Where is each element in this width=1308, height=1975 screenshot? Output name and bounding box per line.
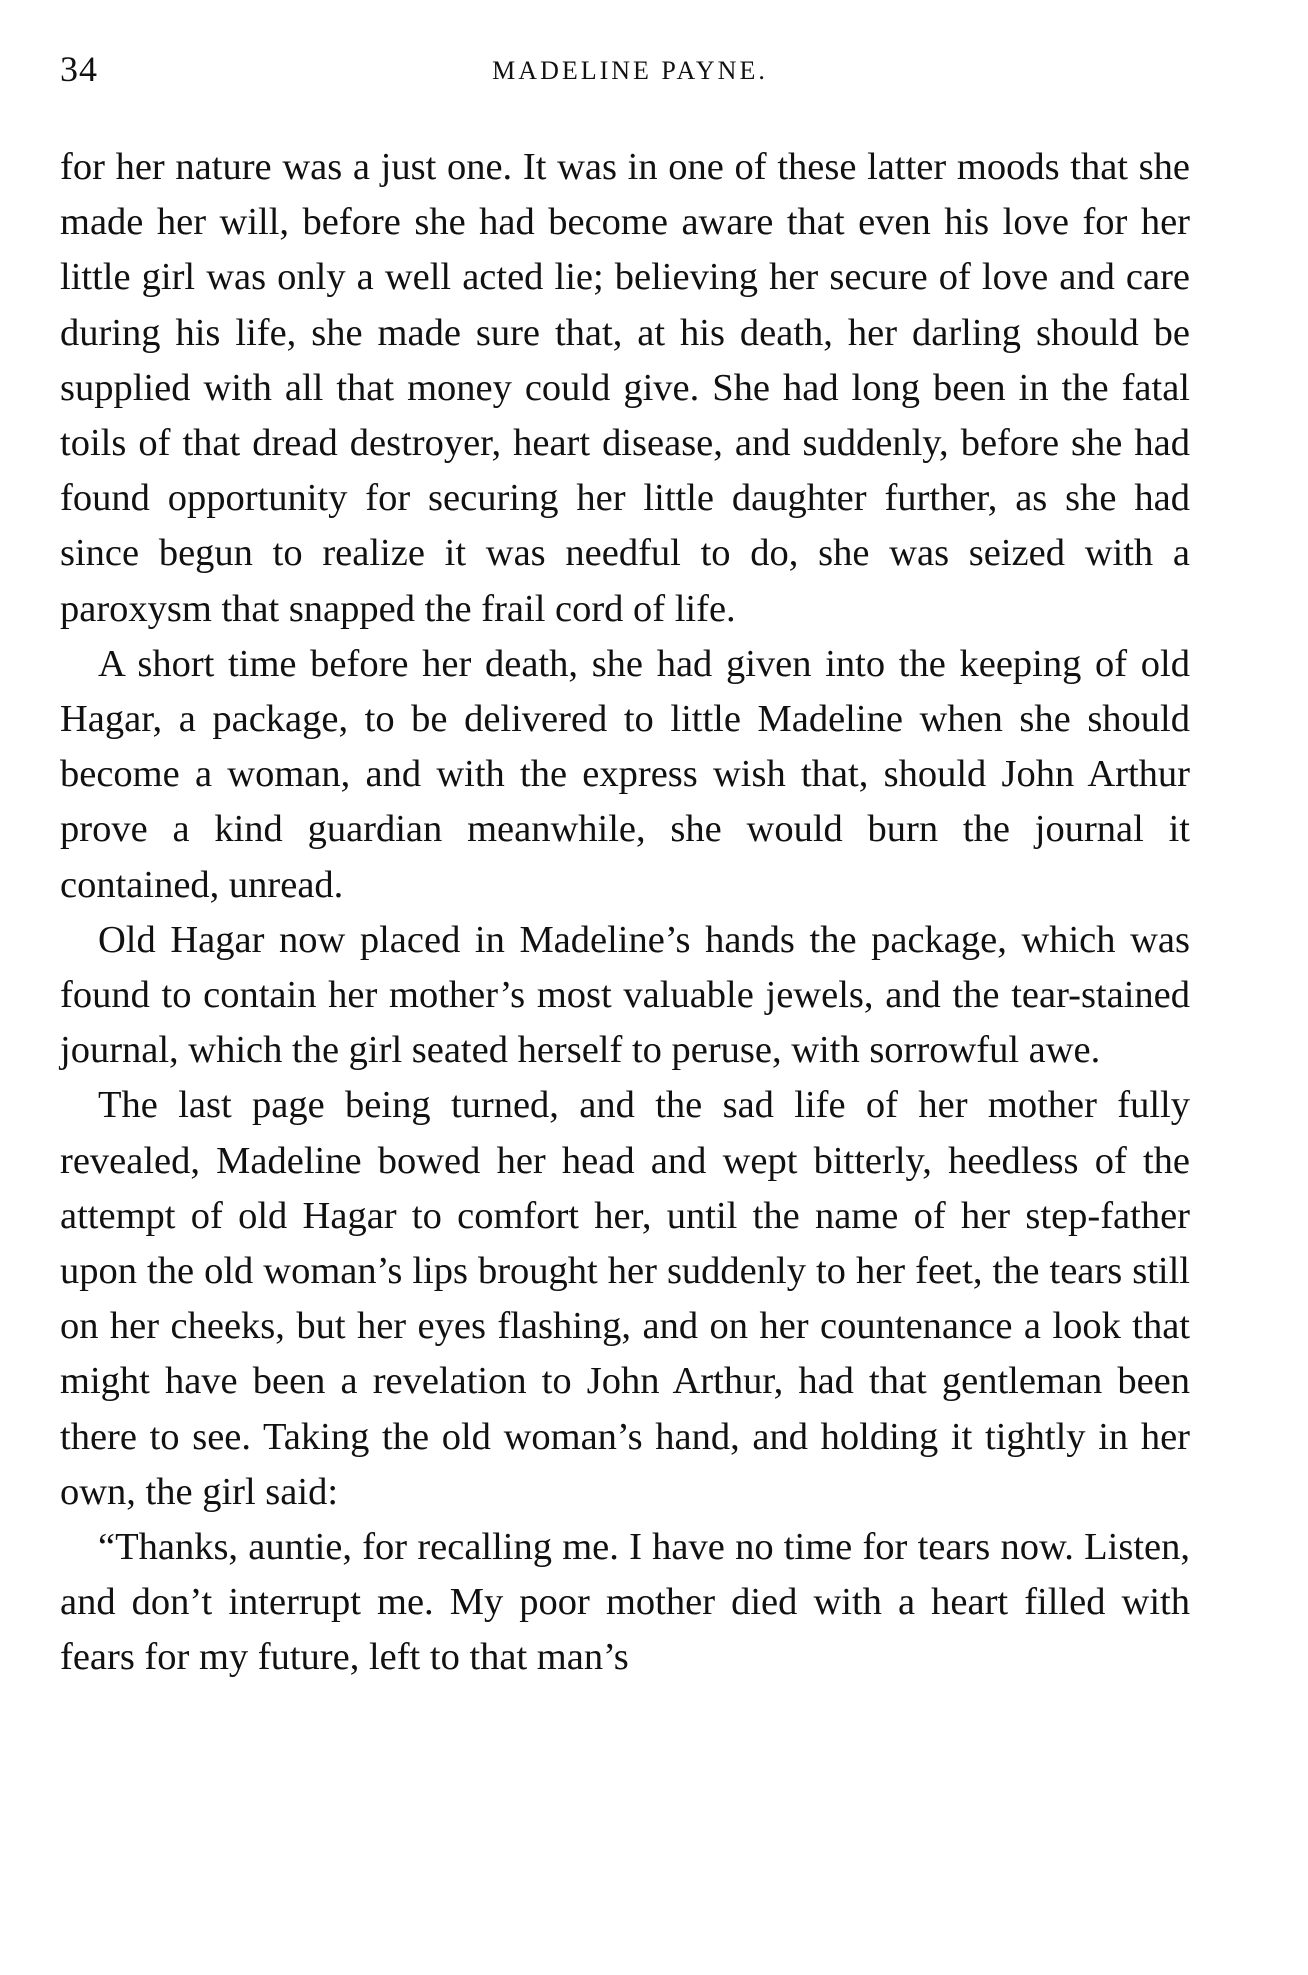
paragraph: Old Hagar now placed in Madeline’s hands the package, which was found to contain her mother’s most valuable jewels, and the tear-stained journal, which the girl seated herself to peruse, with sorrowful awe. bbox=[60, 918, 1190, 1072]
paragraph-quote: “Thanks, auntie, for recalling me. I have no time for tears now. Listen, and don’t interrupt me. My poor mother died with a heart filled with fears for my future, left to that man’s bbox=[60, 1526, 1190, 1679]
paragraph: The last page being turned, and the sad life of her mother fully revealed, Madeline bowed her head and wept bitterly, heedless of the attempt of old Hagar to comfort her, until the name of her step-father upon the old woman’s lips brought her suddenly to her feet, the tears still on her cheeks, but her eyes flashing, and on her countenance a look that might have been a revelation to John Arthur, had that gentleman been there to see. Taking the old woman’s hand, and holding it tightly in her own, the girl said: bbox=[60, 1084, 1190, 1513]
running-title: MADELINE PAYNE. bbox=[492, 56, 768, 85]
page-header bbox=[60, 48, 1200, 98]
body-text bbox=[60, 140, 1190, 1686]
paragraph-continuation: for her nature was a just one. It was in one of these latter moods that she made her will, before she had become aware that even his love for her little girl was only a well acted lie; believing her secure of love and care during his life, she made sure that, at his death, her darling should be supplied with all that money could give. She had long been in the fatal toils of that dread destroyer, heart disease, and suddenly, before she had found opportunity for securing her little daughter further, as she had since begun to realize it was needful to do, she was seized with a paroxysm that snapped the frail cord of life. bbox=[60, 146, 1190, 630]
paragraph: A short time before her death, she had given into the keeping of old Hagar, a package, to be delivered to little Madeline when she should become a woman, and with the express wish that, should John Arthur prove a kind guardian meanwhile, she would burn the journal it contained, unread. bbox=[60, 642, 1190, 906]
page-number: 34 bbox=[60, 49, 98, 89]
